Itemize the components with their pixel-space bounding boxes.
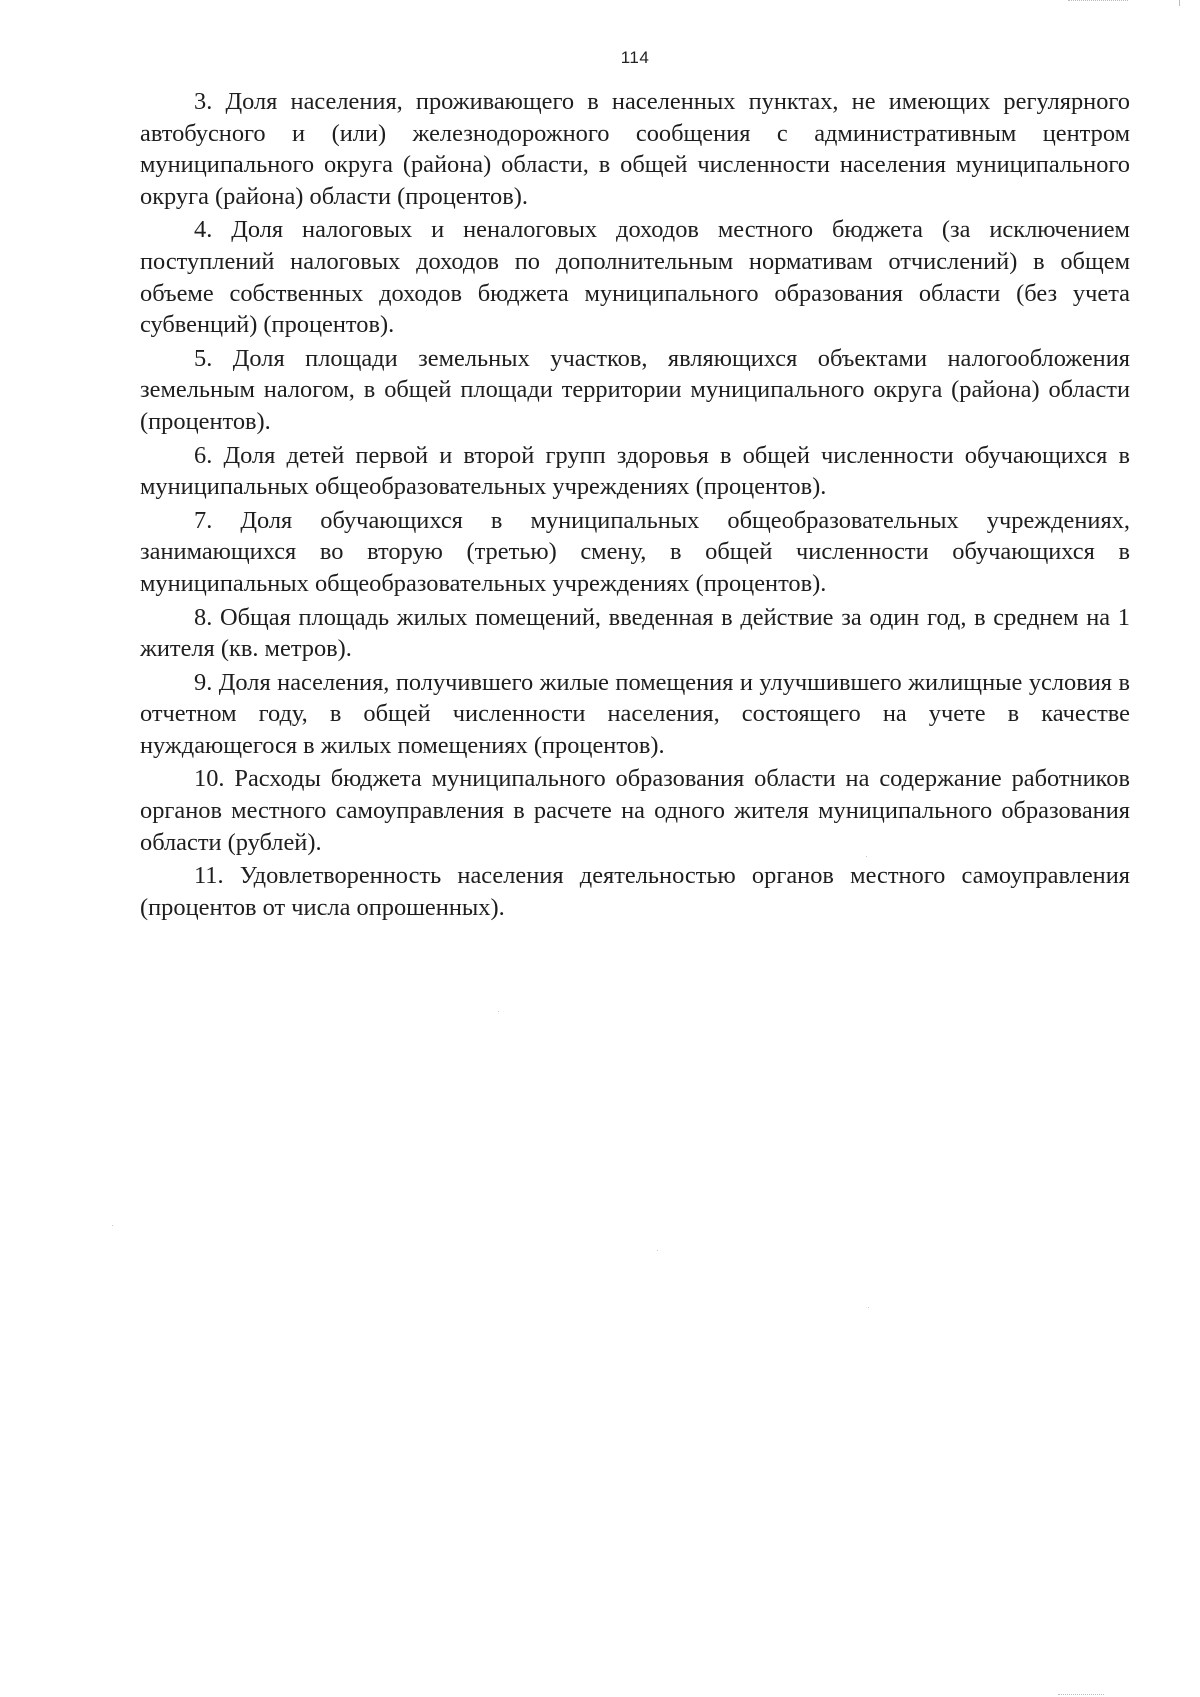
paragraph-5: 5. Доля площади земельных участков, являющихся объектами налогообложения земельным налогом, в общей площади территории муниципального округа (района) области (процентов). [140, 344, 1130, 435]
scan-edge-tick [1179, 0, 1180, 6]
scan-speck [868, 1307, 869, 1308]
paragraph-7: 7. Доля обучающихся в муниципальных общеобразовательных учреждениях, занимающихся во вторую (третью) смену, в общей численности обучающихся в муниципальных общеобразовательных учреждениях (процентов). [140, 506, 1130, 597]
scan-speck [657, 1250, 658, 1251]
paragraph-9: 9. Доля населения, получившего жилые помещения и улучшившего жилищные условия в отчетном году, в общей численности населения, состоящего на учете в качестве нуждающегося в жилых помещениях (процентов). [140, 668, 1130, 759]
page-number: 114 [620, 48, 650, 67]
scan-edge-mark [1068, 0, 1128, 3]
scan-speck [866, 856, 867, 857]
paragraph-10: 10. Расходы бюджета муниципального образования области на содержание работников органов местного самоуправления в расчете на одного жителя муниципального образования области (рублей). [140, 765, 1130, 856]
scan-speck [498, 1011, 499, 1012]
paragraph-8: 8. Общая площадь жилых помещений, введенная в действие за один год, в среднем на 1 жителя (кв. метров). [140, 603, 1130, 663]
document-body [140, 86, 1130, 925]
paragraph-6: 6. Доля детей первой и второй групп здоровья в общей численности обучающихся в муниципальных общеобразовательных учреждениях (процентов). [140, 441, 1130, 501]
scan-speck [112, 1225, 113, 1226]
paragraph-3: 3. Доля населения, проживающего в населенных пунктах, не имеющих регулярного автобусного и (или) железнодорожного сообщения с административным центром муниципального округа (района) области, в общей численности населения муниципального округа (района) области (процентов). [140, 88, 1130, 210]
paragraph-4: 4. Доля налоговых и неналоговых доходов местного бюджета (за исключением поступлений налоговых доходов по дополнительным нормативам отчислений) в общем объеме собственных доходов бюджета муниципального образования области (без учета субвенций) (процентов). [140, 216, 1130, 339]
scan-edge-mark-bottom [1058, 1692, 1104, 1695]
paragraph-11: 11. Удовлетворенность населения деятельностью органов местного самоуправления (процентов от числа опрошенных). [140, 862, 1130, 921]
